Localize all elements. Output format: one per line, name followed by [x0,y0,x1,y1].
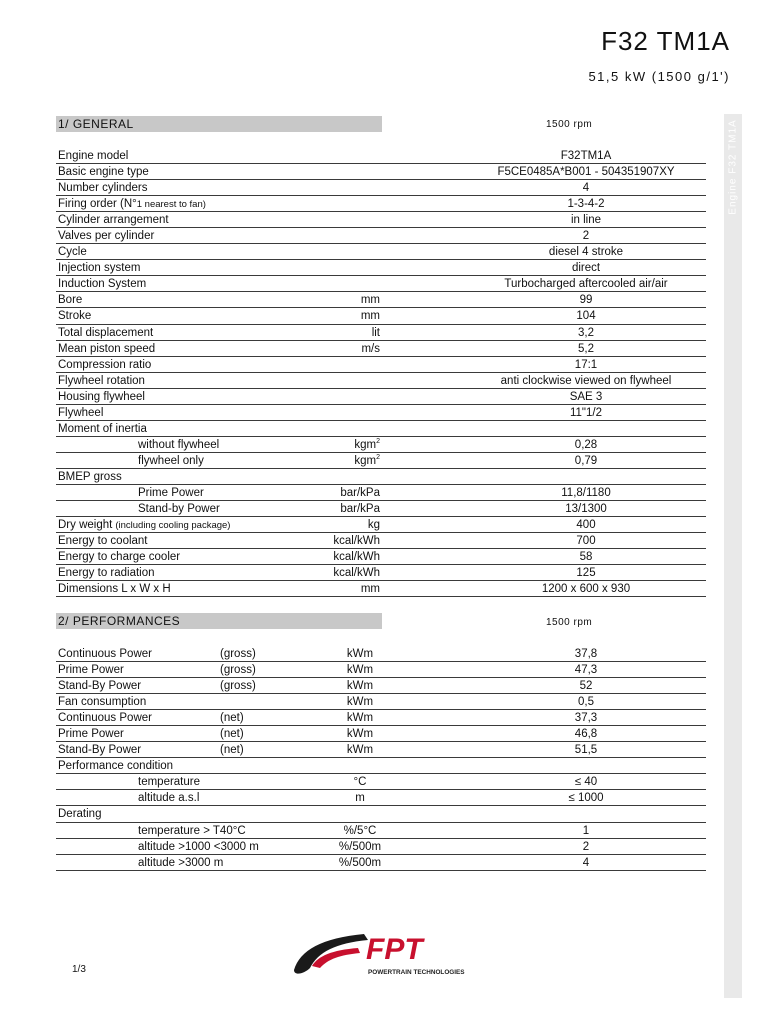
spec-label [58,292,82,308]
spec-value: F32TM1A [560,150,612,162]
model-title: F32 TM1A [601,26,730,56]
spec-label-text: altitude a.s.l [138,792,200,805]
spec-row [56,726,706,742]
spec-unit [296,533,380,549]
spec-label [58,549,180,565]
spec-label-text: Energy to radiation [58,567,155,580]
page-number: 1/3 [72,964,86,975]
spec-unit-text: %/500m [338,856,382,869]
spec-label [58,148,128,164]
spec-row [56,389,706,405]
spec-row [56,581,706,597]
spec-label [138,823,246,839]
spec-row [56,437,706,453]
spec-label [58,742,141,758]
spec-label-text: Stand-By Power [58,744,142,757]
spec-qualifier: (gross) [220,664,256,677]
spec-unit [296,485,380,501]
spec-row [56,341,706,357]
spec-row [56,276,706,292]
spec-value: 1 [582,824,590,837]
spec-label [58,565,155,581]
spec-qualifier: (gross) [220,680,256,693]
spec-label-text: Energy to coolant [58,535,148,548]
spec-unit-text: %/5°C [343,824,377,837]
spec-row [56,710,706,726]
spec-value: 3,2 [578,326,594,339]
spec-unit [320,694,400,710]
spec-unit-text: kWm [346,680,374,693]
spec-label-text: Firing order (N° [58,198,137,211]
spec-label-text: Prime Power [58,664,124,677]
spec-label-text: altitude >3000 m [138,856,224,869]
spec-qualifier: (gross) [220,648,256,660]
spec-unit [296,325,380,341]
spec-value: 37,3 [574,712,598,725]
spec-label-text: Continuous Power [58,712,152,725]
spec-row [56,228,706,244]
spec-unit-text: kg [367,519,380,532]
spec-unit [296,453,380,469]
spec-unit [296,341,380,357]
spec-value: 47,3 [574,664,598,677]
spec-unit [296,581,380,597]
spec-unit [320,790,400,806]
spec-label [58,758,173,774]
spec-row [56,244,706,260]
section-general-rpm: 1500 rpm [546,119,593,130]
spec-unit-text: kWm [346,744,374,757]
spec-unit-text: bar/kPa [340,486,380,499]
spec-row [56,742,706,758]
spec-value: 51,5 [574,744,598,757]
spec-label [58,180,147,196]
spec-row [56,662,706,678]
spec-label [58,469,122,485]
spec-value: 99 [579,294,593,307]
spec-label [138,453,204,469]
spec-label [58,196,206,213]
spec-unit-text: lit [371,326,380,339]
spec-row [56,678,706,694]
spec-label [58,405,103,421]
spec-value: anti clockwise viewed on flywheel [500,374,672,387]
spec-unit-exponent: 2 [376,453,380,461]
spec-label-text: temperature > T40°C [138,824,246,837]
logo-text: FPT [366,933,423,966]
spec-label [58,308,91,324]
spec-label [138,501,220,517]
spec-qualifier: (net) [220,728,244,741]
spec-label-text: Compression ratio [58,358,152,371]
spec-unit [320,839,400,855]
spec-value: 104 [576,310,596,323]
spec-row [56,855,706,871]
spec-unit [296,437,380,453]
spec-label [138,437,219,453]
spec-label-text: Stand-by Power [138,503,220,516]
spec-unit [320,726,400,742]
spec-value: SAE 3 [569,390,603,403]
spec-label-text: Prime Power [58,728,124,741]
spec-label [58,212,169,228]
spec-unit [320,678,400,694]
spec-unit-text: kgm [354,438,377,451]
spec-unit [320,710,400,726]
section-performances-header: 2/ PERFORMANCES [56,613,382,629]
spec-unit-text: mm [360,294,380,307]
spec-value: 0,5 [578,696,594,709]
spec-label [58,244,87,260]
spec-label [58,389,145,405]
spec-label-text: Prime Power [138,486,204,499]
spec-qualifier: (net) [220,712,244,725]
spec-label-text: Fan consumption [58,696,147,709]
spec-value: 1-3-4-2 [567,198,605,211]
performances-table [56,646,706,871]
power-subtitle: 51,5 kW (1500 g/1') [588,69,730,84]
spec-label-note: 1 nearest to fan) [136,199,206,211]
spec-row [56,164,706,180]
spec-label-text: Flywheel rotation [58,374,145,387]
spec-label-text: Induction System [58,278,147,291]
spec-label [58,325,153,341]
spec-row [56,790,706,806]
spec-value: 58 [579,551,593,564]
spec-row [56,357,706,373]
spec-value: 37,8 [574,648,598,660]
spec-value: 11,8/1180 [561,486,611,499]
spec-label-text: Engine model [58,150,129,162]
spec-row [56,292,706,308]
spec-label-text: BMEP gross [58,470,122,483]
spec-label [58,357,151,373]
spec-qualifier: (net) [220,744,244,757]
spec-label-text: Flywheel [58,406,104,419]
spec-unit-text: mm [360,310,380,323]
spec-value: in line [570,214,602,227]
spec-row [56,694,706,710]
spec-row [56,485,706,501]
spec-value: Turbocharged aftercooled air/air [504,278,668,291]
spec-label-text: Basic engine type [58,166,149,179]
spec-label-text: Energy to charge cooler [58,551,181,564]
spec-label-text: Housing flywheel [58,390,145,403]
spec-value: direct [571,262,601,275]
spec-label [138,839,259,855]
spec-label-text: Cylinder arrangement [58,214,169,227]
spec-label-text: Cycle [58,246,87,259]
spec-value: 125 [576,567,596,580]
spec-label [58,678,141,694]
spec-label [58,260,140,276]
spec-value: 0,79 [574,454,598,467]
spec-row [56,421,706,437]
spec-label [58,581,171,597]
spec-row [56,469,706,485]
spec-unit-text: kcal/kWh [333,551,380,564]
spec-label [58,710,152,726]
spec-value: 52 [579,680,593,693]
spec-unit [320,855,400,871]
spec-value: 2 [582,230,590,243]
spec-value: 5,2 [578,342,594,355]
side-label: Engine F32 TM1A [727,119,739,215]
spec-unit-text: kWm [346,696,374,709]
spec-unit-text: °C [353,776,367,789]
spec-value: 46,8 [574,728,598,741]
spec-unit [320,774,400,790]
spec-value: 4 [582,856,590,869]
spec-value: 400 [576,519,596,532]
spec-unit-exponent: 2 [376,437,380,445]
spec-label-text: flywheel only [138,454,204,467]
spec-unit-text: mm [360,583,380,596]
spec-unit-text: %/500m [338,840,382,853]
spec-label-text: Stand-By Power [58,680,142,693]
spec-row [56,212,706,228]
spec-label-text: Dimensions L x W x H [58,583,171,596]
spec-unit [296,549,380,565]
spec-label [58,806,101,822]
spec-unit-text: kWm [346,712,374,725]
spec-value: ≤ 40 [574,776,598,789]
spec-label [58,276,146,292]
spec-unit-text: kWm [346,664,374,677]
spec-value: 0,28 [574,438,598,451]
spec-unit-text: kWm [346,728,374,741]
spec-label-text: Continuous Power [58,648,152,660]
spec-value: 1200 x 600 x 930 [541,583,631,596]
general-table [56,148,706,597]
spec-row [56,405,706,421]
spec-row [56,325,706,341]
spec-value: 700 [576,535,596,548]
logo-tagline: POWERTRAIN TECHNOLOGIES [368,969,465,976]
spec-row [56,517,706,533]
spec-label-text: Performance condition [58,760,174,773]
spec-row [56,148,706,164]
spec-unit-text: kWm [346,648,374,660]
spec-label-text: Total displacement [58,326,154,339]
spec-unit-text: kcal/kWh [333,567,380,580]
spec-row [56,453,706,469]
spec-label-text: Dry weight [58,519,113,532]
spec-unit-text: kcal/kWh [333,535,380,548]
spec-label [58,533,148,549]
spec-unit [296,292,380,308]
spec-label-note: (including cooling package) [115,520,231,532]
spec-value: diesel 4 stroke [548,246,624,259]
spec-unit [296,308,380,324]
spec-label-text: Moment of inertia [58,422,147,435]
spec-label [58,341,155,357]
spec-label [58,662,124,678]
spec-row [56,533,706,549]
section-general-header: 1/ GENERAL [56,116,382,132]
spec-label-text: Injection system [58,262,141,275]
spec-label-text: Derating [58,808,102,821]
spec-row [56,774,706,790]
spec-label [138,790,199,806]
spec-label [58,517,230,534]
spec-value: F5CE0485A*B001 - 504351907XY [497,166,675,179]
spec-label [58,694,146,710]
spec-label [138,855,223,871]
spec-label [58,646,152,662]
spec-label [138,774,200,790]
spec-label [58,421,147,437]
fpt-logo [288,928,480,978]
spec-row [56,806,706,822]
spec-unit-text: kgm [354,454,377,467]
spec-label-text: altitude >1000 <3000 m [138,840,259,853]
spec-unit [296,501,380,517]
spec-value: ≤ 1000 [568,792,604,805]
spec-label [58,228,154,244]
spec-label [138,485,204,501]
spec-row [56,501,706,517]
spec-row [56,308,706,324]
spec-label-text: Stroke [58,310,92,323]
spec-label [58,726,124,742]
spec-unit-text: m [355,792,365,805]
spec-value: 17:1 [574,358,598,371]
spec-unit [320,823,400,839]
spec-unit-text: m/s [361,342,380,355]
spec-label-text: Mean piston speed [58,342,156,355]
spec-label-text: Number cylinders [58,182,148,195]
spec-label-text: Valves per cylinder [58,230,155,243]
spec-label-text: without flywheel [138,438,220,451]
spec-row [56,196,706,212]
spec-row [56,646,706,662]
spec-unit-text: bar/kPa [340,503,380,516]
spec-label [58,373,145,389]
spec-label [58,164,149,180]
spec-label-text: temperature [138,776,201,789]
spec-row [56,260,706,276]
spec-value: 2 [582,840,590,853]
spec-row [56,565,706,581]
spec-unit [296,517,380,533]
spec-row [56,373,706,389]
spec-unit [320,662,400,678]
spec-row [56,549,706,565]
spec-value: 11"1/2 [569,406,602,419]
spec-label-text: Bore [58,294,83,307]
spec-unit [320,742,400,758]
spec-value: 4 [582,182,590,195]
spec-row [56,758,706,774]
spec-row [56,823,706,839]
spec-row [56,180,706,196]
spec-unit [320,646,400,662]
spec-row [56,839,706,855]
spec-unit [296,565,380,581]
spec-value: 13/1300 [565,503,607,516]
section-performances-rpm: 1500 rpm [546,617,593,628]
